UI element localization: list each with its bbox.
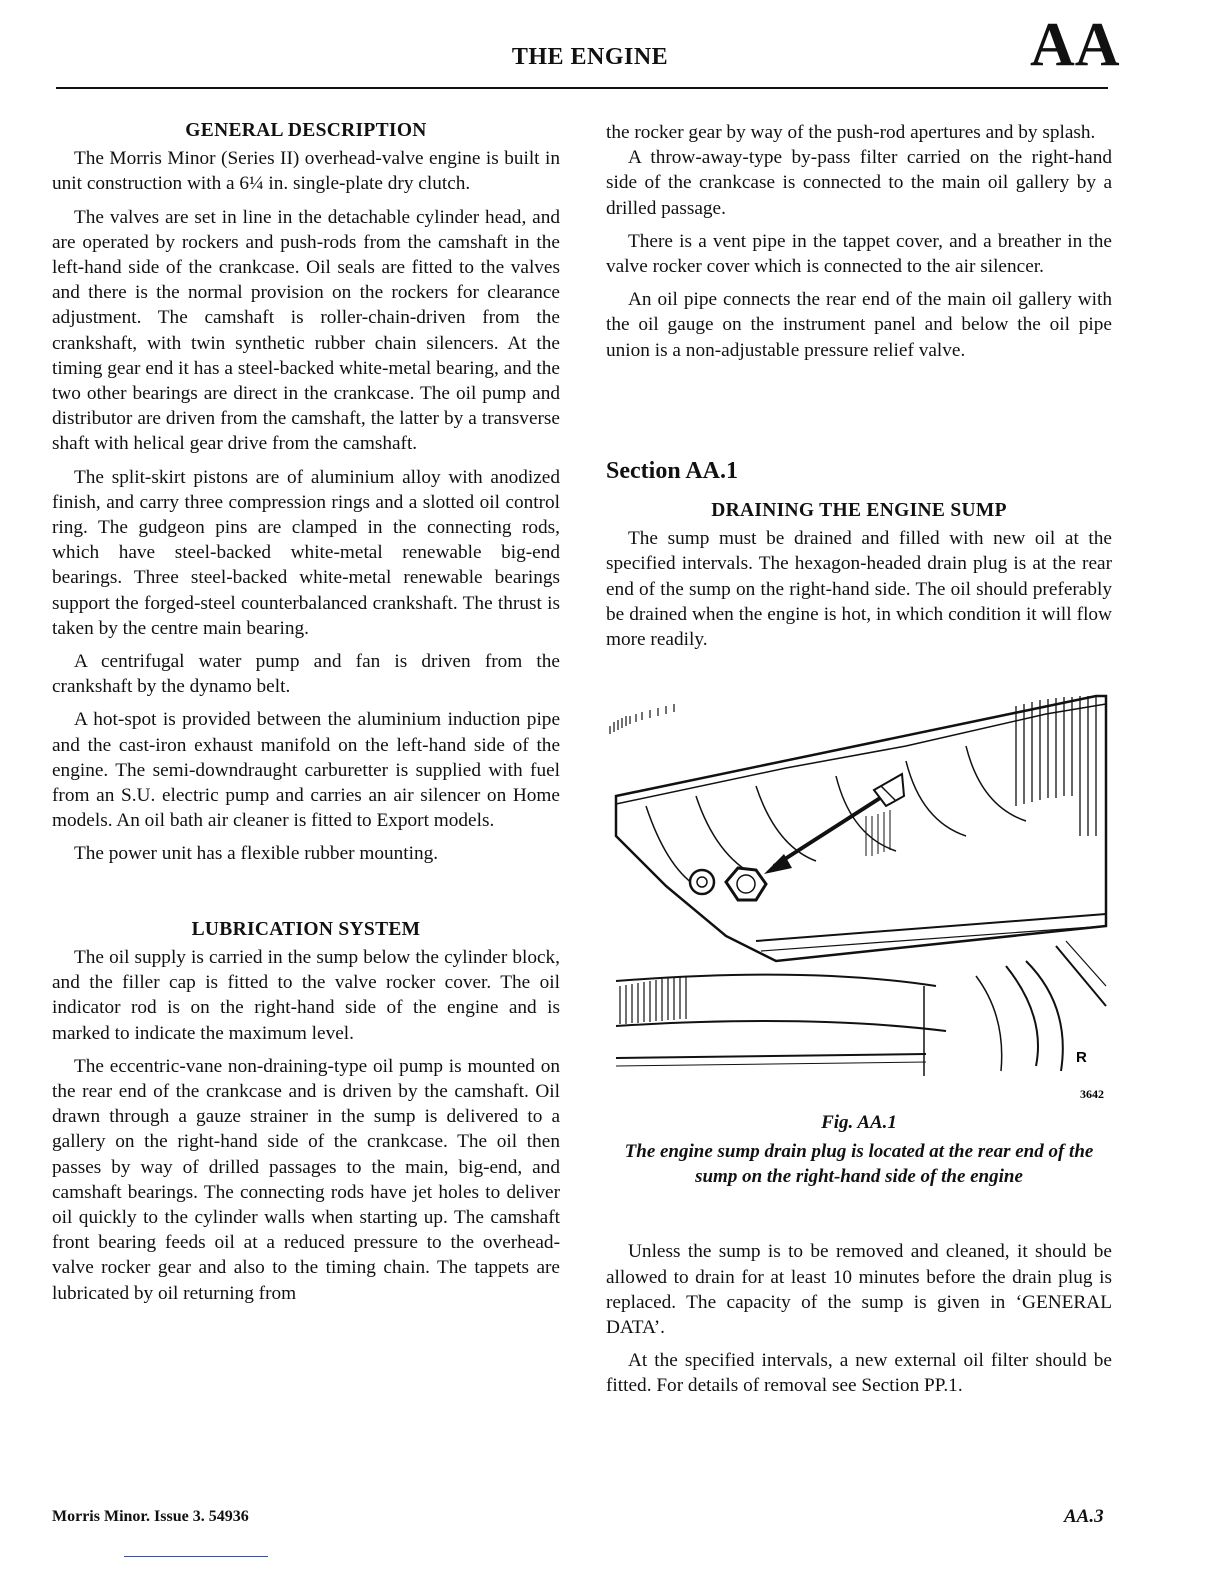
paragraph: Unless the sump is to be removed and cleaned, it should be allowed to drain for at least 10 minutes before the drain plug is replaced. The capacity of the sump is given in ‘GENERAL DATA’. bbox=[606, 1241, 1112, 1339]
page-title: THE ENGINE bbox=[511, 44, 669, 70]
page-number: AA.3 bbox=[1064, 1506, 1104, 1527]
section-code: AA bbox=[1030, 11, 1120, 79]
paragraph: the rocker gear by way of the push-rod apertures and by splash. bbox=[606, 122, 1096, 143]
figure-number: 3642 bbox=[1080, 1087, 1104, 1102]
draining-sump-heading: DRAINING THE ENGINE SUMP bbox=[711, 500, 1007, 522]
right-column bbox=[606, 120, 1112, 1407]
left-column bbox=[52, 118, 560, 1314]
paragraph: A throw-away-type by-pass filter carried on the right-hand side of the crankcase is connected to the main oil gallery by a drilled passage. bbox=[606, 147, 1112, 219]
paragraph: The power unit has a flexible rubber mounting. bbox=[74, 843, 439, 865]
paragraph: The sump must be drained and filled with new oil at the specified intervals. The hexagon-headed drain plug is at the rear end of the sump on the right-hand side. The oil should preferably be drained when the engine is hot, in which condition it will flow more readily. bbox=[606, 528, 1112, 651]
engine-sump-illustration bbox=[606, 686, 1112, 1106]
section-title: Section AA.1 bbox=[606, 457, 738, 484]
paragraph: An oil pipe connects the rear end of the main oil gallery with the oil gauge on the instrument panel and below the oil pipe union is a non-adjustable pressure relief valve. bbox=[606, 289, 1112, 361]
footer-rule bbox=[124, 1556, 268, 1557]
paragraph: The valves are set in line in the detachable cylinder head, and are operated by rockers and push-rods from the camshaft in the left-hand side of the crankcase. Oil seals are fitted to the valves and there is the normal provision on the rockers for clearance adjustment. The camshaft is roller-chain-driven from the crankshaft, with twin synthetic rubber chain silencers. At the timing gear end it has a steel-backed white-metal bearing, and the two other bearings are direct in the crankcase. The oil pump and distributor are driven from the camshaft, the latter by a transverse shaft with helical gear drive from the camshaft. bbox=[52, 206, 560, 455]
figure-caption: The engine sump drain plug is located at the rear end of the sump on the right-hand side of the engine bbox=[624, 1141, 1094, 1188]
paragraph: There is a vent pipe in the tappet cover, and a breather in the valve rocker cover which is connected to the air silencer. bbox=[606, 230, 1112, 278]
paragraph: The oil supply is carried in the sump below the cylinder block, and the filler cap is fitted to the valve rocker cover. The oil indicator rod is on the right-hand side of the engine and is marked to indicate the maximum level. bbox=[52, 946, 560, 1044]
header-rule bbox=[56, 87, 1108, 89]
small-bolt bbox=[690, 870, 714, 894]
pointer-arrow bbox=[764, 774, 904, 874]
general-description-heading: GENERAL DESCRIPTION bbox=[185, 120, 427, 141]
lubrication-system-heading: LUBRICATION SYSTEM bbox=[191, 918, 421, 940]
paragraph: The split-skirt pistons are of aluminium alloy with anodized finish, and carry three compression rings and a slotted oil control ring. The gudgeon pins are clamped in the connecting rods, which have steel-backed white-metal renewable big-end bearings. Three steel-backed white-metal renewable bearings support the forged-steel counterbalanced crankshaft. The thrust is taken by the centre main bearing. bbox=[52, 466, 560, 639]
paragraph: At the specified intervals, a new external oil filter should be fitted. For details of removal see Section PP.1. bbox=[606, 1350, 1112, 1397]
figure-label: Fig. AA.1 bbox=[821, 1112, 897, 1134]
drain-plug bbox=[726, 868, 766, 900]
paragraph: The Morris Minor (Series II) overhead-valve engine is built in unit construction with a 6¼ in. single-plate dry clutch. bbox=[52, 148, 560, 195]
figure-sump-drain-plug bbox=[606, 686, 1112, 1106]
paragraph: The eccentric-vane non-draining-type oil pump is mounted on the rear end of the crankcase and is driven by the camshaft. Oil drawn through a gauze strainer in the sump is delivered to a gallery on the right-hand side of the crankcase. The oil then passes by way of drilled passages to the main, big-end, and camshaft bearings. The connecting rods have jet holes to deliver oil quickly to the cylinder walls when starting up. The camshaft front bearing feeds oil at a reduced pressure to the overhead-valve rocker gear and also to the timing chain. The tappets are lubricated by oil returning from bbox=[52, 1055, 560, 1304]
paragraph: A hot-spot is provided between the aluminium induction pipe and the cast-iron exhaust manifold on the left-hand side of the engine. The semi-downdraught carburetter is supplied with fuel from an S.U. electric pump and carries an air silencer on Home models. An oil bath air cleaner is fitted to Export models. bbox=[52, 709, 560, 832]
paragraph: A centrifugal water pump and fan is driven from the crankshaft by the dynamo belt. bbox=[52, 651, 560, 698]
footer-issue-info: Morris Minor. Issue 3. 54936 bbox=[52, 1508, 249, 1525]
figure-mark: R bbox=[1076, 1049, 1087, 1067]
